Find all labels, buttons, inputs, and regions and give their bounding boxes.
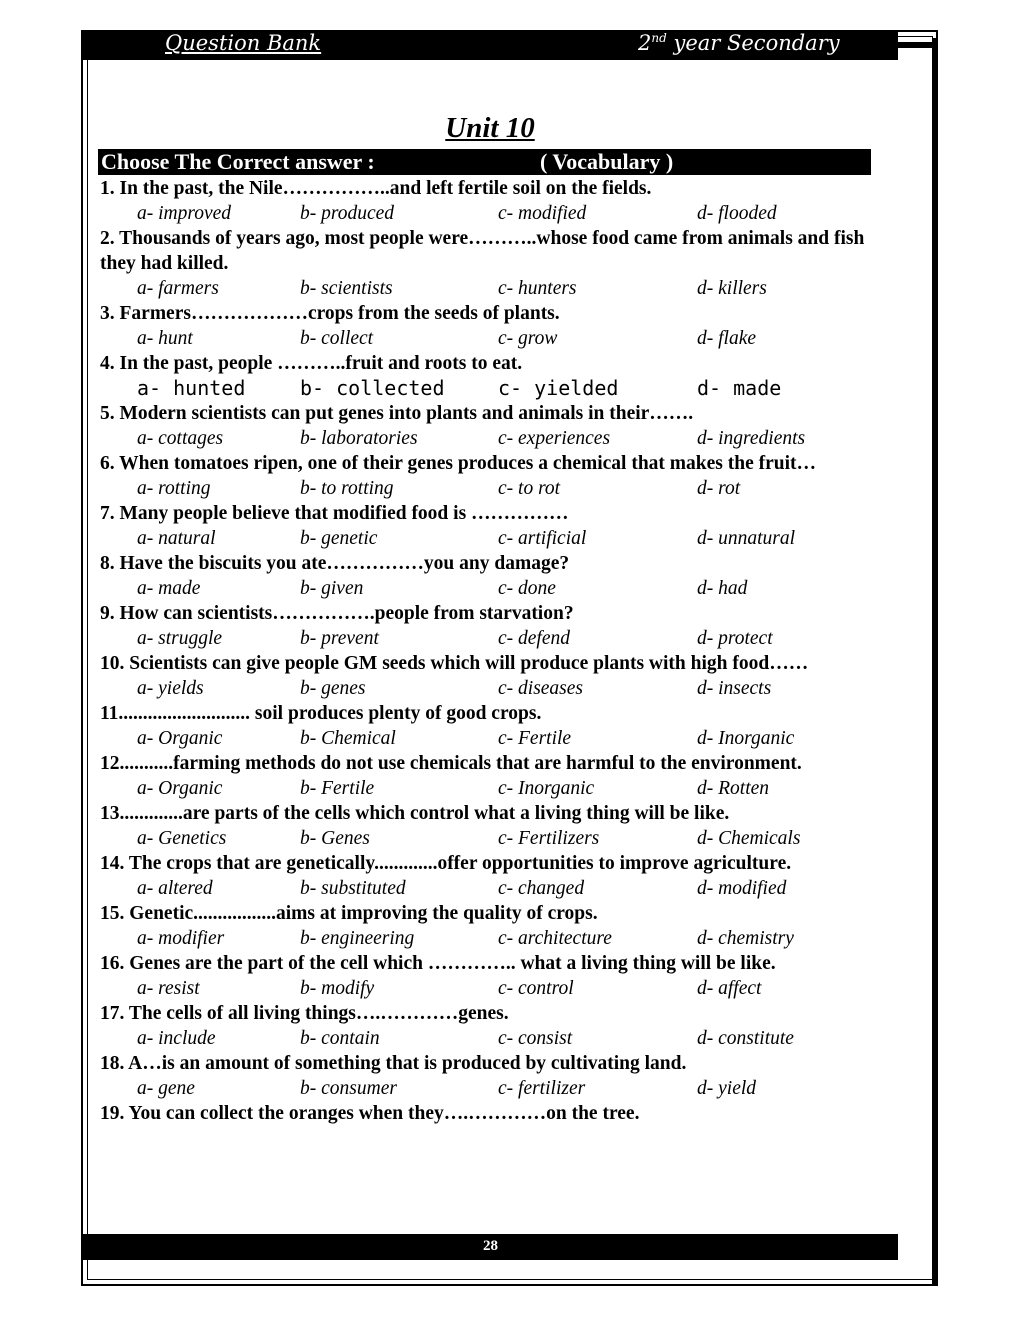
option-b: b- produced — [300, 203, 395, 224]
question-item — [100, 601, 880, 651]
option-c: c- modified — [498, 203, 587, 224]
option-a: a- gene — [137, 1078, 195, 1099]
option-d: d- flake — [697, 328, 757, 349]
option-d: d- Rotten — [697, 778, 770, 799]
footer-bar — [83, 1234, 898, 1260]
option-c: c- defend — [498, 628, 571, 649]
option-d: d- Inorganic — [697, 728, 795, 749]
question-item — [100, 1101, 880, 1126]
question-text: 15. Genetic.................aims at improving the quality of crops. — [100, 903, 598, 924]
options-row — [100, 426, 880, 451]
question-item — [100, 1051, 880, 1101]
question-text: 2. Thousands of years ago, most people were………..whose food came from animals and fish they had killed. — [100, 228, 865, 274]
option-b: b- contain — [300, 1028, 380, 1049]
option-b: b- to rotting — [300, 478, 394, 499]
option-c: c- Fertilizers — [498, 828, 600, 849]
unit-title: Unit 10 — [445, 112, 535, 144]
option-b: b- Chemical — [300, 728, 396, 749]
page-number: 28 — [483, 1238, 498, 1254]
option-a: a- yields — [137, 678, 204, 699]
section-category: ( Vocabulary ) — [540, 149, 674, 174]
option-c: c- diseases — [498, 678, 584, 699]
header-right-title — [638, 31, 840, 55]
option-a: a- made — [137, 578, 201, 599]
question-list — [100, 176, 880, 1126]
options-row — [100, 1076, 880, 1101]
options-row — [100, 326, 880, 351]
option-b: b- given — [300, 578, 364, 599]
question-text: 12...........farming methods do not use chemicals that are harmful to the environment. — [100, 753, 802, 774]
option-b: b- genes — [300, 678, 366, 699]
option-d: d- constitute — [697, 1028, 794, 1049]
options-row — [100, 526, 880, 551]
options-row — [100, 626, 880, 651]
option-c: c- architecture — [498, 928, 612, 949]
options-row — [100, 876, 880, 901]
option-a: a- include — [137, 1028, 216, 1049]
option-c: c- Fertile — [498, 728, 572, 749]
option-a: a- Genetics — [137, 828, 227, 849]
option-c: c- consist — [498, 1028, 573, 1049]
question-text: 16. Genes are the part of the cell which ………….. what a living thing will be like. — [100, 953, 776, 974]
option-d: d- chemistry — [697, 928, 794, 949]
question-text: 18. A…is an amount of something that is produced by cultivating land. — [100, 1053, 687, 1074]
section-bar — [98, 149, 871, 175]
option-b: b- Genes — [300, 828, 370, 849]
options-row — [100, 201, 880, 226]
question-text: 9. How can scientists…………….people from starvation? — [100, 603, 574, 624]
option-b: b- collect — [300, 328, 374, 349]
question-text: 8. Have the biscuits you ate……………you any damage? — [100, 553, 570, 574]
options-row — [100, 376, 880, 401]
question-item — [100, 226, 880, 301]
header-year-text: year Secondary — [666, 31, 840, 55]
question-item — [100, 351, 880, 401]
option-d: d- had — [697, 578, 748, 599]
question-item — [100, 701, 880, 751]
question-text: 3. Farmers………………crops from the seeds of plants. — [100, 303, 560, 324]
option-c: c- fertilizer — [498, 1078, 586, 1099]
option-d: d- yield — [697, 1078, 757, 1099]
option-a: a- cottages — [137, 428, 224, 449]
option-b: b- engineering — [300, 928, 415, 949]
option-a: a- resist — [137, 978, 200, 999]
option-c: c- artificial — [498, 528, 587, 549]
question-item — [100, 801, 880, 851]
option-d: d- made — [697, 376, 782, 400]
options-row — [100, 826, 880, 851]
question-item — [100, 401, 880, 451]
option-d: d- affect — [697, 978, 762, 999]
header-tab — [898, 42, 938, 48]
options-row — [100, 576, 880, 601]
question-text: 14. The crops that are genetically.............offer opportunities to improve agriculture. — [100, 853, 792, 874]
header-year-number: 2 — [638, 31, 652, 55]
option-b: b- prevent — [300, 628, 379, 649]
option-d: d- unnatural — [697, 528, 796, 549]
question-text: 19. You can collect the oranges when they….…………on the tree. — [100, 1103, 640, 1124]
option-a: a- Organic — [137, 778, 223, 799]
options-row — [100, 926, 880, 951]
option-a: a- farmers — [137, 278, 219, 299]
question-item — [100, 851, 880, 901]
option-b: b- modify — [300, 978, 375, 999]
option-d: d- insects — [697, 678, 772, 699]
options-row — [100, 676, 880, 701]
question-item — [100, 1001, 880, 1051]
option-a: a- struggle — [137, 628, 223, 649]
options-row — [100, 976, 880, 1001]
option-d: d- protect — [697, 628, 773, 649]
question-item — [100, 176, 880, 226]
option-d: d- Chemicals — [697, 828, 801, 849]
options-row — [100, 776, 880, 801]
question-item — [100, 951, 880, 1001]
option-c: c- control — [498, 978, 574, 999]
question-text: 1. In the past, the Nile……………..and left fertile soil on the fields. — [100, 178, 652, 199]
option-d: d- ingredients — [697, 428, 806, 449]
option-a: a- rotting — [137, 478, 211, 499]
question-item — [100, 901, 880, 951]
option-b: b- Fertile — [300, 778, 375, 799]
question-text: 6. When tomatoes ripen, one of their genes produces a chemical that makes the fruit… — [100, 453, 817, 474]
option-c: c- grow — [498, 328, 558, 349]
question-item — [100, 551, 880, 601]
option-b: b- collected — [300, 376, 445, 400]
question-item — [100, 651, 880, 701]
option-c: c- Inorganic — [498, 778, 595, 799]
option-d: d- modified — [697, 878, 787, 899]
option-a: a- natural — [137, 528, 216, 549]
option-d: d- flooded — [697, 203, 777, 224]
option-d: d- rot — [697, 478, 741, 499]
option-a: a- altered — [137, 878, 213, 899]
option-a: a- modifier — [137, 928, 225, 949]
question-text: 11........................... soil produces plenty of good crops. — [100, 703, 542, 724]
options-row — [100, 726, 880, 751]
option-c: c- to rot — [498, 478, 561, 499]
options-row — [100, 276, 880, 301]
option-c: c- yielded — [498, 376, 619, 400]
option-c: c- done — [498, 578, 556, 599]
question-item — [100, 451, 880, 501]
question-text: 17. The cells of all living things….…………genes. — [100, 1003, 509, 1024]
question-text: 13.............are parts of the cells which control what a living thing will be like. — [100, 803, 730, 824]
header-bar — [83, 30, 898, 60]
option-b: b- substituted — [300, 878, 406, 899]
option-b: b- genetic — [300, 528, 378, 549]
option-b: b- laboratories — [300, 428, 418, 449]
option-a: a- hunted — [137, 376, 246, 400]
option-b: b- scientists — [300, 278, 393, 299]
options-row — [100, 476, 880, 501]
question-item — [100, 301, 880, 351]
option-c: c- hunters — [498, 278, 577, 299]
question-text: 10. Scientists can give people GM seeds which will produce plants with high food…… — [100, 653, 809, 674]
section-instruction: Choose The Correct answer : — [101, 149, 375, 174]
question-item — [100, 501, 880, 551]
options-row — [100, 1026, 880, 1051]
option-b: b- consumer — [300, 1078, 397, 1099]
question-text: 4. In the past, people ………..fruit and roots to eat. — [100, 353, 523, 374]
option-a: a- improved — [137, 203, 232, 224]
option-a: a- hunt — [137, 328, 193, 349]
option-c: c- changed — [498, 878, 585, 899]
option-d: d- killers — [697, 278, 767, 299]
option-c: c- experiences — [498, 428, 611, 449]
question-text: 5. Modern scientists can put genes into plants and animals in their……. — [100, 403, 694, 424]
option-a: a- Organic — [137, 728, 223, 749]
header-year-suffix: nd — [651, 31, 667, 45]
question-text: 7. Many people believe that modified food is …………… — [100, 503, 569, 524]
question-item — [100, 751, 880, 801]
header-left-title: Question Bank — [165, 31, 322, 55]
